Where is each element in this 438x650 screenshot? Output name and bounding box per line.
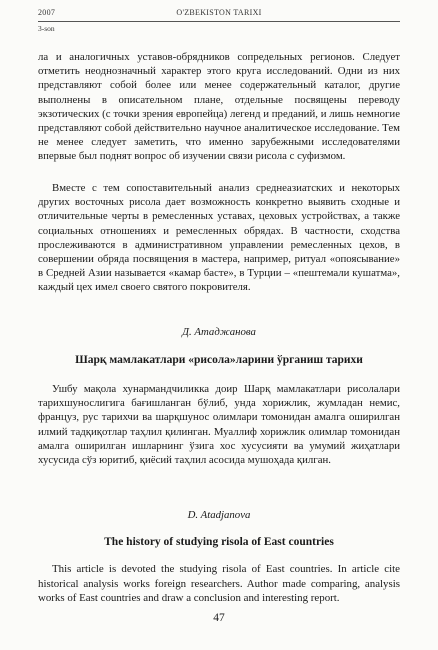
header-issue: 3-son <box>38 24 55 33</box>
header-journal-title: O'ZBEKISTON TARIXI <box>176 8 262 17</box>
en-abstract <box>38 562 400 606</box>
page-number: 47 <box>213 612 225 624</box>
uz-article-author: Д. Атаджанова <box>182 326 256 338</box>
paragraph-text: ла и аналогичных уставов-обрядников сопредельных регионов. Следует отметить неоднозначный характер этого круга исследований. Одни из них представляют собой более или менее содержательный каталог, другие выполнены в описательном плане, отдельные посвящены переводу экзотических (с точки зрения европейца) легенд и преданий, и лишь немногие представляют собой действительно научное аналитическое исследование. Тем не менее следует заметить, что именно зарубежными исследователями впервые был поднят вопрос об изучении связи рисола с суфизмом. <box>38 51 400 163</box>
running-header <box>38 8 400 22</box>
en-abstract-text: This article is devoted the studying risola of East countries. In article cite historical analysis works foreign researchers. Author made comparing, analysis works of East countries and draw a conclusion and interesting report. <box>38 563 400 605</box>
header-rule <box>38 21 400 22</box>
body-paragraph-continued <box>38 50 400 164</box>
body-paragraph-comparison <box>38 181 400 295</box>
header-year: 2007 <box>38 8 56 17</box>
uz-abstract-text: Ушбу мақола хунармандчиликка доир Шарқ мамлакатлари рисолалари тарихшунослигига бағишланган бўлиб, унда хорижлик, жумладан немис, француз, рус тарихчи ва шарқшунос олимлари томонидан амалга оширилган илмий тадқиқотлар таҳлил қилинган. Муаллиф хорижлик олимлар томонидан амалга оширилган ишларнинг ўзига хос хусусияти ва умумий жиҳатлари хусусида сўз юритиб, қиёсий таҳлил асосида мушоҳада қилган. <box>38 383 400 467</box>
uz-article-title: Шарқ мамлакатлари «рисола»ларини ўрганиш тарихи <box>75 354 363 366</box>
uz-abstract <box>38 382 400 467</box>
en-article-author: D. Atadjanova <box>187 509 251 521</box>
en-article-title: The history of studying risola of East countries <box>104 536 334 548</box>
paragraph-text: Вместе с тем сопоставительный анализ среднеазиатских и некоторых других восточных рисола дает возможность конкретно выявить сходные и отличительные черты в ремесленных уставах, цеховых устройствах, а также социальных отношениях и ремесленных обрядах. В частности, сходства прослеживаются в административном управлении ремесленных цехов, в совершении обряда посвящения в мастера, например, ритуал «опоясывание» в Средней Азии называется «камар басте», в Турции – «пештемали кушатма», каждый цех имел своего святого покровителя. <box>38 182 400 294</box>
